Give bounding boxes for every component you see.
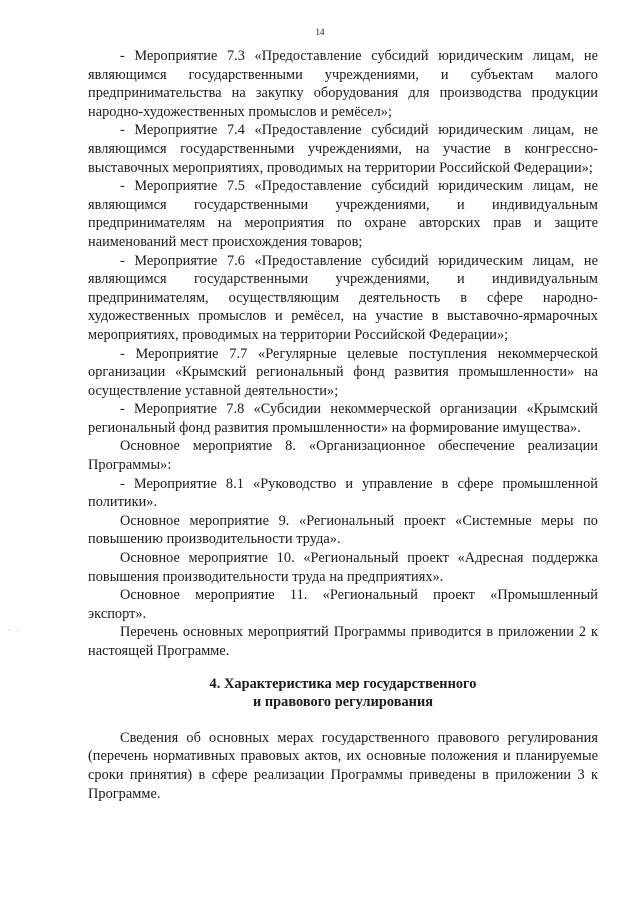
paragraph-measures-list-reference: Перечень основных мероприятий Программы приводится в приложении 2 к настоящей Программе. <box>88 624 598 659</box>
section-4-heading-line-1: 4. Характеристика мер государственного <box>209 675 477 692</box>
section-4-paragraph: Сведения об основных мерах государственного правового регулирования (перечень нормативных правовых актов, их основные положения и планируемые сроки принятия) в сфере реализации Программы приведены в приложении 3 к Программе. <box>88 729 598 802</box>
section-4-heading-line-2: и правового регулирования <box>252 694 434 711</box>
paragraph-measure-7-4: - Мероприятие 7.4 «Предоставление субсидий юридическим лицам, не являющимся государственными учреждениями, на участие в конгрессно-выставочных мероприятиях, проводимых на территории Российской Федерации»; <box>88 122 598 176</box>
paragraph-measure-7-7: - Мероприятие 7.7 «Регулярные целевые поступления некоммерческой организации «Крымский региональный фонд развития промышленности» на осуществление уставной деятельности»; <box>88 345 598 399</box>
document-body <box>88 47 598 803</box>
paragraph-measure-7-6: - Мероприятие 7.6 «Предоставление субсидий юридическим лицам, не являющимся государственными учреждениями, и индивидуальным предпринимателям, осуществляющим деятельность в сфере народно-художественных промыслов и ремёсел, на участие в выставочно-ярмарочных мероприятиях, проводимых на территории Российской Федерации»; <box>88 252 598 343</box>
page-number: 14 <box>315 27 325 37</box>
margin-mark: · · <box>8 626 22 635</box>
paragraph-main-measure-11: Основное мероприятие 11. «Региональный проект «Промышленный экспорт». <box>88 587 598 622</box>
paragraph-measure-7-8: - Мероприятие 7.8 «Субсидии некоммерческой организации «Крымский региональный фонд развития промышленности» на формирование имущества». <box>88 401 598 436</box>
paragraph-measure-7-3: - Мероприятие 7.3 «Предоставление субсидий юридическим лицам, не являющимся государственными учреждениями, и субъектам малого предпринимательства на закупку оборудования для производства продукции народно-художественных промыслов и ремёсел»; <box>88 48 598 120</box>
paragraph-measure-7-5: - Мероприятие 7.5 «Предоставление субсидий юридическим лицам, не являющимся государственными учреждениями, и индивидуальным предпринимателям на мероприятия по охране авторских прав и защите наименований мест происхождения товаров; <box>88 178 598 250</box>
section-4-heading <box>88 675 598 712</box>
paragraph-main-measure-10: Основное мероприятие 10. «Региональный проект «Адресная поддержка повышения производительности труда на предприятиях». <box>88 550 598 585</box>
paragraph-main-measure-8: Основное мероприятие 8. «Организационное обеспечение реализации Программы»: <box>88 438 598 474</box>
paragraph-main-measure-9: Основное мероприятие 9. «Региональный проект «Системные меры по повышению производительности труда». <box>88 512 598 548</box>
paragraph-measure-8-1: - Мероприятие 8.1 «Руководство и управление в сфере промышленной политики». <box>88 475 598 511</box>
